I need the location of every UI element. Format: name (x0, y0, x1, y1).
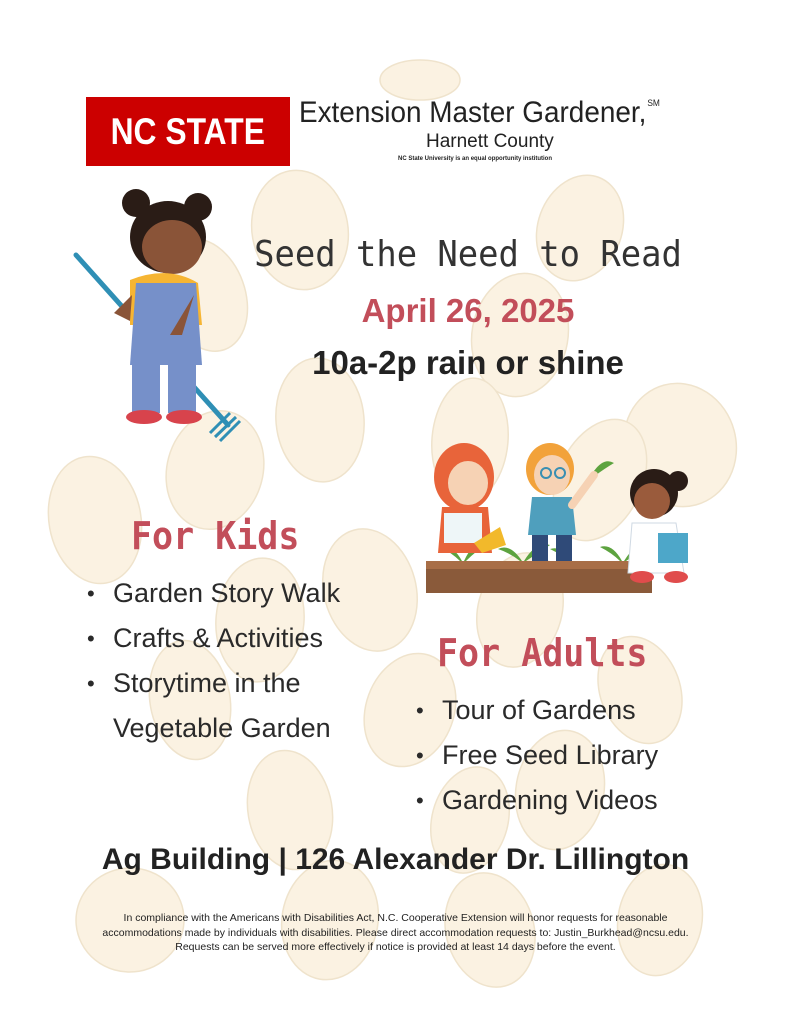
list-item (87, 571, 340, 616)
list-item-text: Crafts & Activities (113, 623, 324, 653)
eeo-statement: NC State University is an equal opportunity institution (398, 156, 553, 162)
kids-heading: For Kids (131, 514, 300, 558)
disclaimer-line: accommodations made by individuals with disabilities. Please direct accommodation requests to: Justin_Burkhead@ncsu.edu. (102, 926, 689, 939)
program-name-text: Extension Master Gardener, (299, 96, 647, 129)
list-item-text-continued: Vegetable Garden (113, 713, 331, 743)
adults-activity-list (416, 688, 658, 823)
list-item-text: • Storytime in the (113, 668, 301, 698)
disclaimer-line: Requests can be served more effectively if notice is provided at least 14 days before the event. (175, 941, 616, 953)
list-item (416, 733, 658, 778)
event-date: April 26, 2025 (361, 292, 575, 329)
nc-state-logo (86, 97, 290, 166)
list-item-text: Tour of Gardens (442, 695, 636, 725)
ada-disclaimer (40, 911, 751, 955)
list-item (87, 616, 340, 661)
service-mark: SM (647, 98, 660, 108)
adults-heading: For Adults (437, 631, 648, 675)
list-item-text: Garden Story Walk (113, 578, 341, 608)
list-item-text: Free Seed Library (442, 740, 659, 770)
list-item (416, 778, 658, 823)
list-item-text: Gardening Videos (442, 785, 658, 815)
kids-activity-list (87, 571, 340, 751)
girl-raking-illustration (70, 185, 245, 445)
list-item (416, 688, 658, 733)
disclaimer-line: In compliance with the Americans with Disabilities Act, N.C. Cooperative Extension will honor requests for reasonable (123, 912, 668, 924)
kids-gardening-illustration (422, 435, 702, 600)
list-item (87, 661, 340, 751)
event-title: Seed the Need to Read (254, 234, 682, 275)
logo-text: NC STATE (110, 110, 266, 152)
program-name (299, 96, 660, 130)
event-time: 10a-2p rain or shine (312, 344, 624, 381)
county-name: Harnett County (426, 131, 554, 152)
event-location: Ag Building | 126 Alexander Dr. Lillington (101, 843, 690, 876)
